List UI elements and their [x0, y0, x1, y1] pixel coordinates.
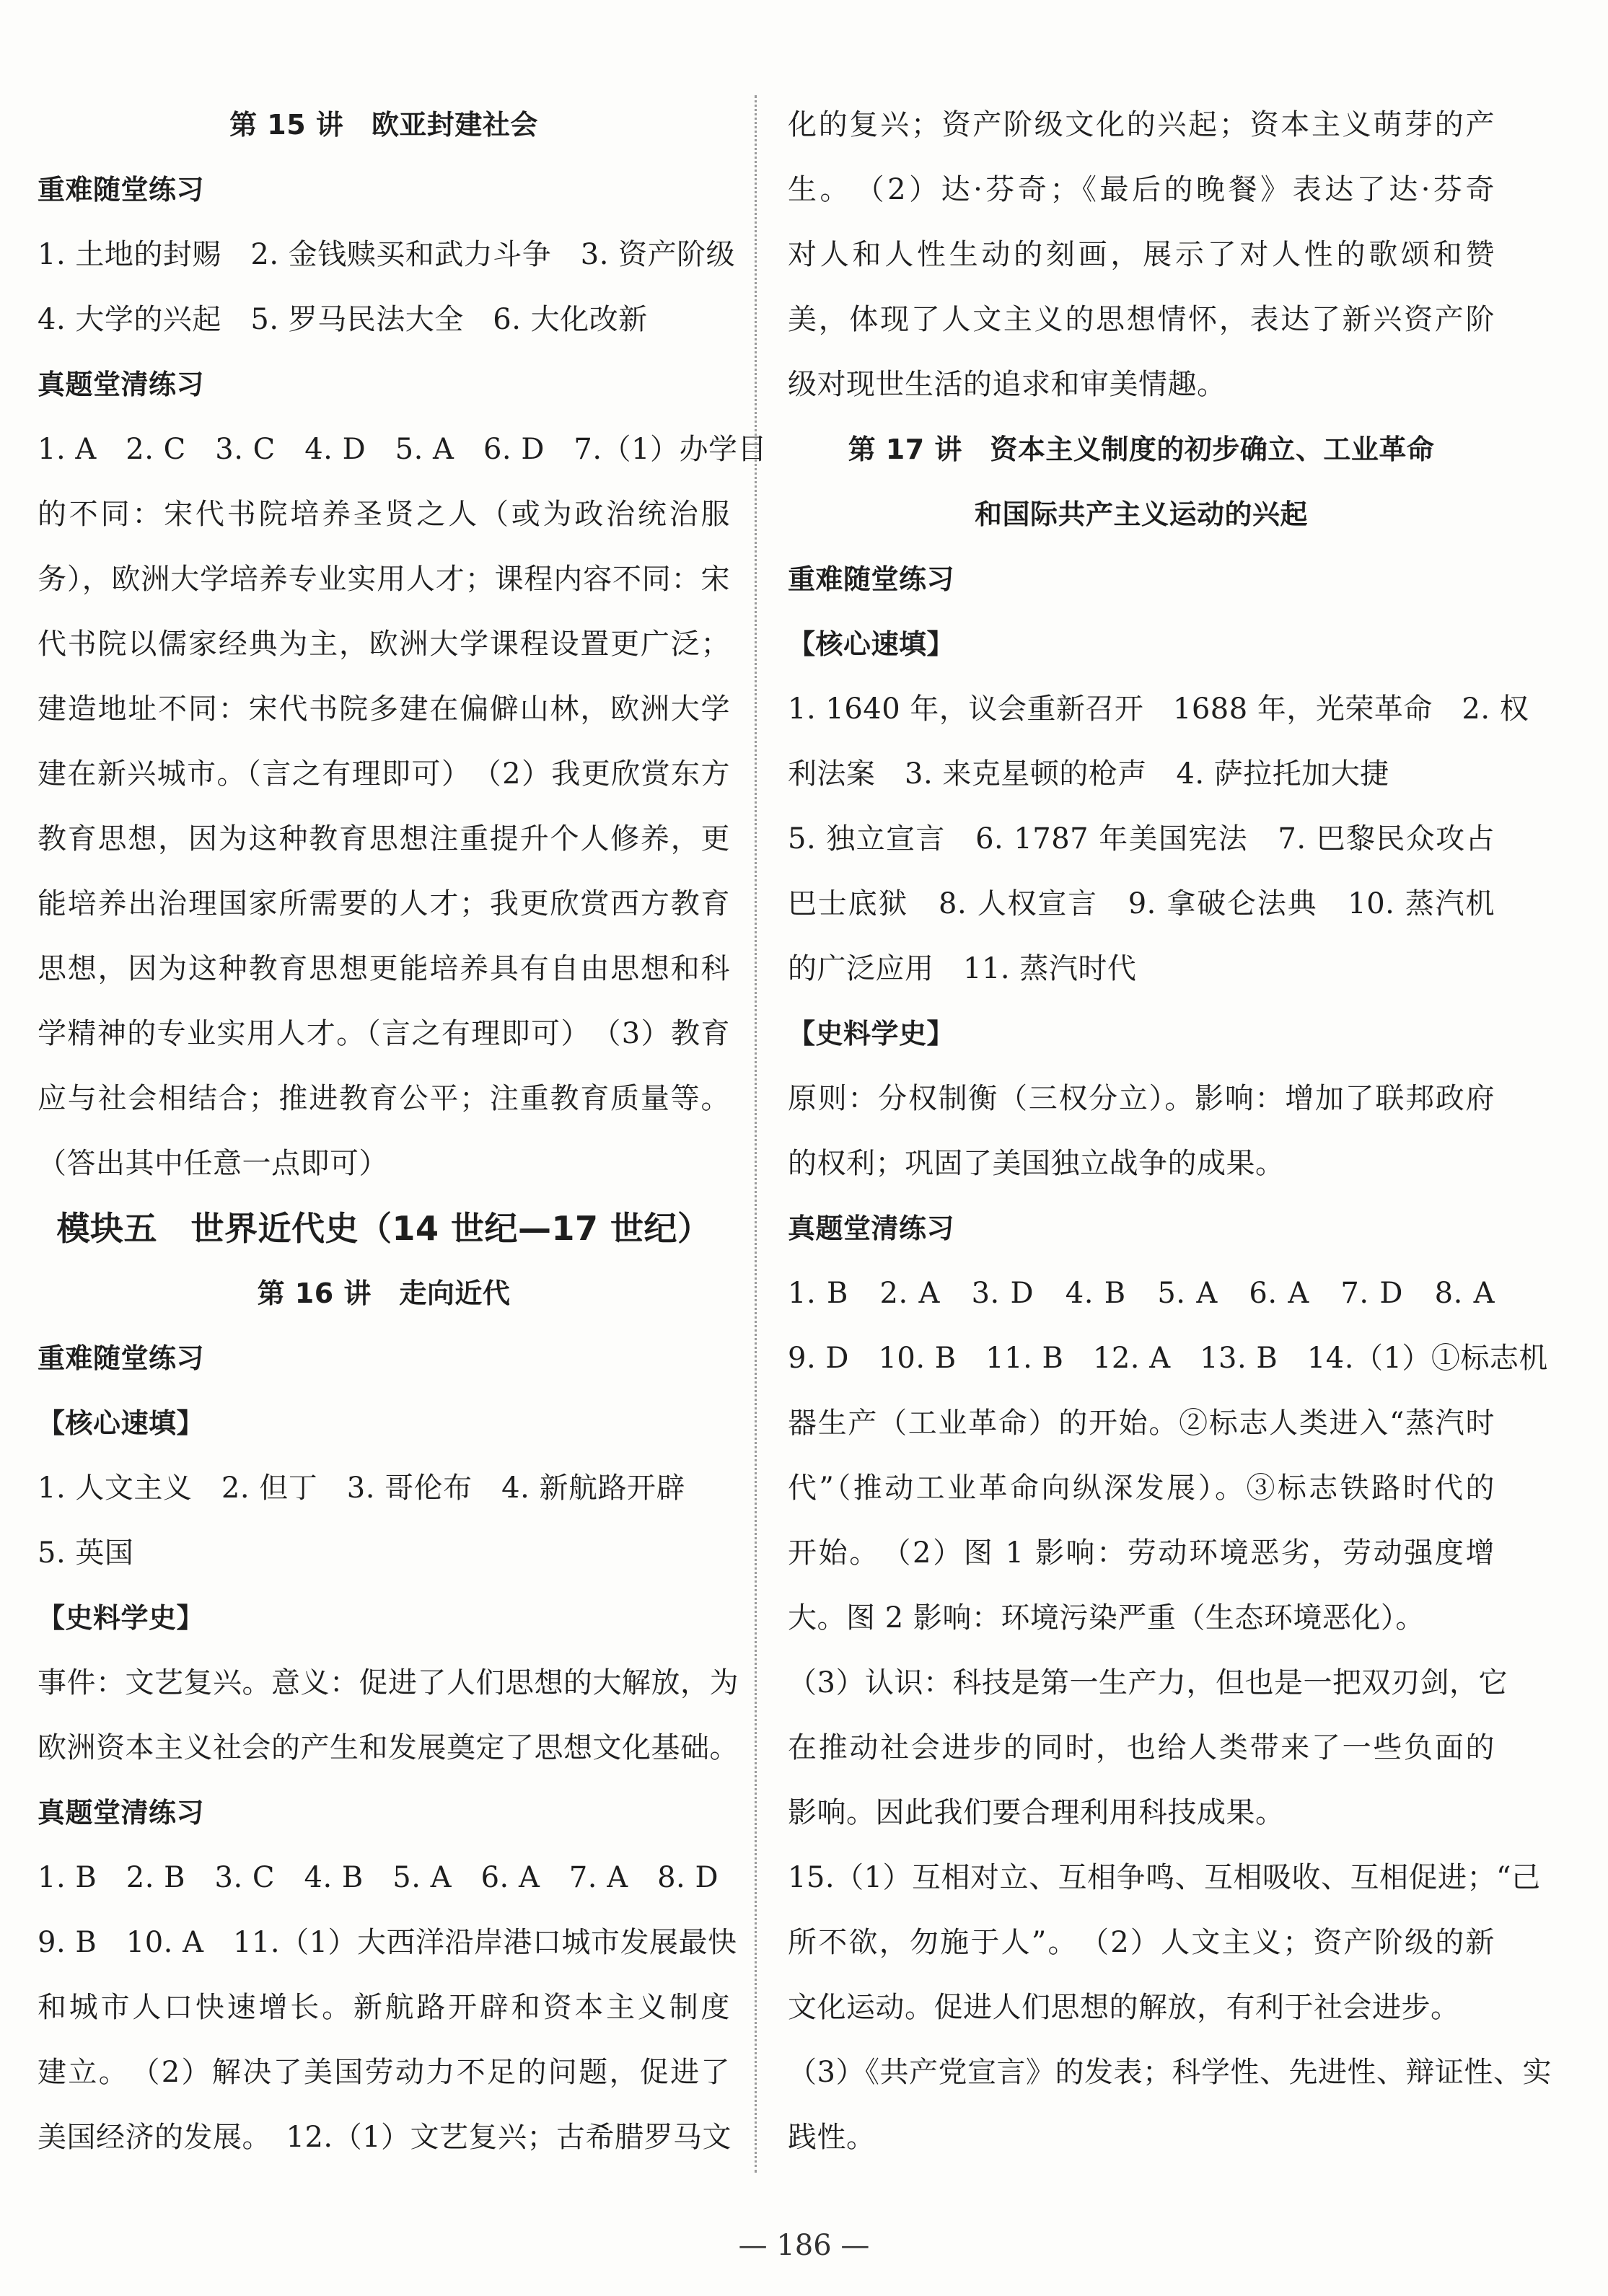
- text-line: 美国经济的发展。 12.（1）文艺复兴；古希腊罗马文: [38, 2121, 732, 2154]
- section-heading: 真题堂清练习: [38, 369, 205, 400]
- section-title: 第 15 讲 欧亚封建社会: [229, 109, 538, 141]
- text-line: 建在新兴城市。（言之有理即可） （2）我更欣赏东方: [38, 757, 730, 791]
- text-line: 5. 英国: [38, 1536, 134, 1570]
- section-title: 和国际共产主义运动的兴起: [974, 498, 1308, 530]
- column-divider: [755, 95, 757, 2173]
- text-line: 践性。: [788, 2121, 876, 2154]
- section-heading: 重难随堂练习: [38, 1342, 205, 1374]
- text-line: 教育思想，因为这种教育思想注重提升个人修养，更: [38, 822, 730, 855]
- text-line: 务），欧洲大学培养专业实用人才；课程内容不同：宋: [38, 563, 730, 596]
- section-heading: 【史料学史】: [38, 1602, 205, 1634]
- text-line: 的权利；巩固了美国独立战争的成果。: [788, 1147, 1285, 1180]
- section-heading: 真题堂清练习: [38, 1797, 205, 1829]
- text-line: 生。 （2）达·芬奇；《最后的晚餐》表达了达·芬奇: [788, 173, 1495, 206]
- text-line: 思想，因为这种教育思想更能培养具有自由思想和科: [38, 952, 730, 985]
- left-column: [38, 92, 768, 2170]
- text-line: 巴士底狱 8. 人权宣言 9. 拿破仑法典 10. 蒸汽机: [788, 887, 1495, 920]
- right-column: [788, 92, 1552, 2170]
- text-line: 1. 人文主义 2. 但丁 3. 哥伦布 4. 新航路开辟: [38, 1472, 686, 1505]
- text-line: 1. B 2. B 3. C 4. B 5. A 6. A 7. A 8. D: [38, 1861, 719, 1894]
- text-line: 开始。 （2）图 1 影响：劳动环境恶劣，劳动强度增: [788, 1536, 1495, 1570]
- text-line: 1. 土地的封赐 2. 金钱赎买和武力斗争 3. 资产阶级: [38, 238, 736, 271]
- section-heading: 【核心速填】: [38, 1407, 205, 1439]
- text-line: 1. B 2. A 3. D 4. B 5. A 6. A 7. D 8. A: [788, 1277, 1495, 1310]
- text-line: 在推动社会进步的同时，也给人类带来了一些负面的: [788, 1731, 1495, 1764]
- text-line: 利法案 3. 来克星顿的枪声 4. 萨拉托加大捷: [788, 757, 1389, 791]
- text-line: （3）认识：科技是第一生产力，但也是一把双刃剑，它: [788, 1666, 1508, 1699]
- text-line: 原则：分权制衡（三权分立）。影响：增加了联邦政府: [788, 1082, 1495, 1115]
- text-line: 应与社会相结合；推进教育公平；注重教育质量等。: [38, 1082, 730, 1115]
- text-line: 的广泛应用 11. 蒸汽时代: [788, 952, 1137, 985]
- page-number: — 186 —: [738, 2229, 870, 2262]
- text-line: 化的复兴；资产阶级文化的兴起；资本主义萌芽的产: [788, 108, 1495, 141]
- text-line: 能培养出治理国家所需要的人才；我更欣赏西方教育: [38, 887, 730, 920]
- text-line: （答出其中任意一点即可）: [38, 1147, 388, 1180]
- text-line: 9. B 10. A 11.（1）大西洋沿岸港口城市发展最快: [38, 1926, 737, 1959]
- text-line: 的不同：宋代书院培养圣贤之人（或为政治统治服: [38, 498, 730, 531]
- text-line: 15.（1）互相对立、互相争鸣、互相吸收、互相促进；“己: [788, 1861, 1541, 1894]
- text-line: 事件：文艺复兴。意义：促进了人们思想的大解放，为: [38, 1666, 739, 1699]
- text-line: 对人和人性生动的刻画，展示了对人性的歌颂和赞: [788, 238, 1495, 271]
- section-heading: 【史料学史】: [788, 1018, 955, 1050]
- text-line: 代书院以儒家经典为主，欧洲大学课程设置更广泛；: [38, 628, 730, 661]
- text-line: 所不欲，勿施于人”。 （2）人文主义；资产阶级的新: [788, 1926, 1495, 1959]
- section-heading: 【核心速填】: [788, 628, 955, 660]
- module-title: 模块五 世界近代史（14 世纪—17 世纪）: [56, 1209, 711, 1248]
- text-line: 1. A 2. C 3. C 4. D 5. A 6. D 7.（1）办学目: [38, 433, 768, 466]
- text-line: 影响。因此我们要合理利用科技成果。: [788, 1796, 1285, 1829]
- text-line: 9. D 10. B 11. B 12. A 13. B 14.（1）①标志机: [788, 1342, 1548, 1375]
- text-line: 建造地址不同：宋代书院多建在偏僻山林，欧洲大学: [38, 692, 730, 726]
- section-heading: 重难随堂练习: [38, 174, 205, 206]
- text-line: 学精神的专业实用人才。（言之有理即可） （3）教育: [38, 1017, 730, 1050]
- text-line: （3）《共产党宣言》的发表；科学性、先进性、辩证性、实: [788, 2056, 1552, 2089]
- text-line: 大。图 2 影响：环境污染严重（生态环境恶化）。: [788, 1601, 1425, 1635]
- text-line: 器生产（工业革命）的开始。②标志人类进入“蒸汽时: [788, 1407, 1495, 1440]
- text-line: 4. 大学的兴起 5. 罗马民法大全 6. 大化改新: [38, 303, 648, 336]
- text-line: 建立。 （2）解决了美国劳动力不足的问题，促进了: [38, 2056, 730, 2089]
- section-heading: 真题堂清练习: [788, 1213, 955, 1244]
- section-heading: 重难随堂练习: [788, 563, 955, 595]
- text-line: 美，体现了人文主义的思想情怀，表达了新兴资产阶: [788, 303, 1495, 336]
- text-line: 级对现世生活的追求和审美情趣。: [788, 368, 1226, 401]
- text-line: 1. 1640 年，议会重新召开 1688 年，光荣革命 2. 权: [788, 692, 1529, 726]
- section-title: 第 17 讲 资本主义制度的初步确立、工业革命: [848, 434, 1435, 465]
- text-line: 代”（推动工业革命向纵深发展）。③标志铁路时代的: [788, 1472, 1495, 1505]
- text-line: 5. 独立宣言 6. 1787 年美国宪法 7. 巴黎民众攻占: [788, 822, 1495, 855]
- text-line: 和城市人口快速增长。新航路开辟和资本主义制度: [38, 1991, 730, 2024]
- text-line: 文化运动。促进人们思想的解放，有利于社会进步。: [788, 1991, 1460, 2024]
- section-title: 第 16 讲 走向近代: [257, 1277, 511, 1309]
- text-line: 欧洲资本主义社会的产生和发展奠定了思想文化基础。: [38, 1731, 739, 1764]
